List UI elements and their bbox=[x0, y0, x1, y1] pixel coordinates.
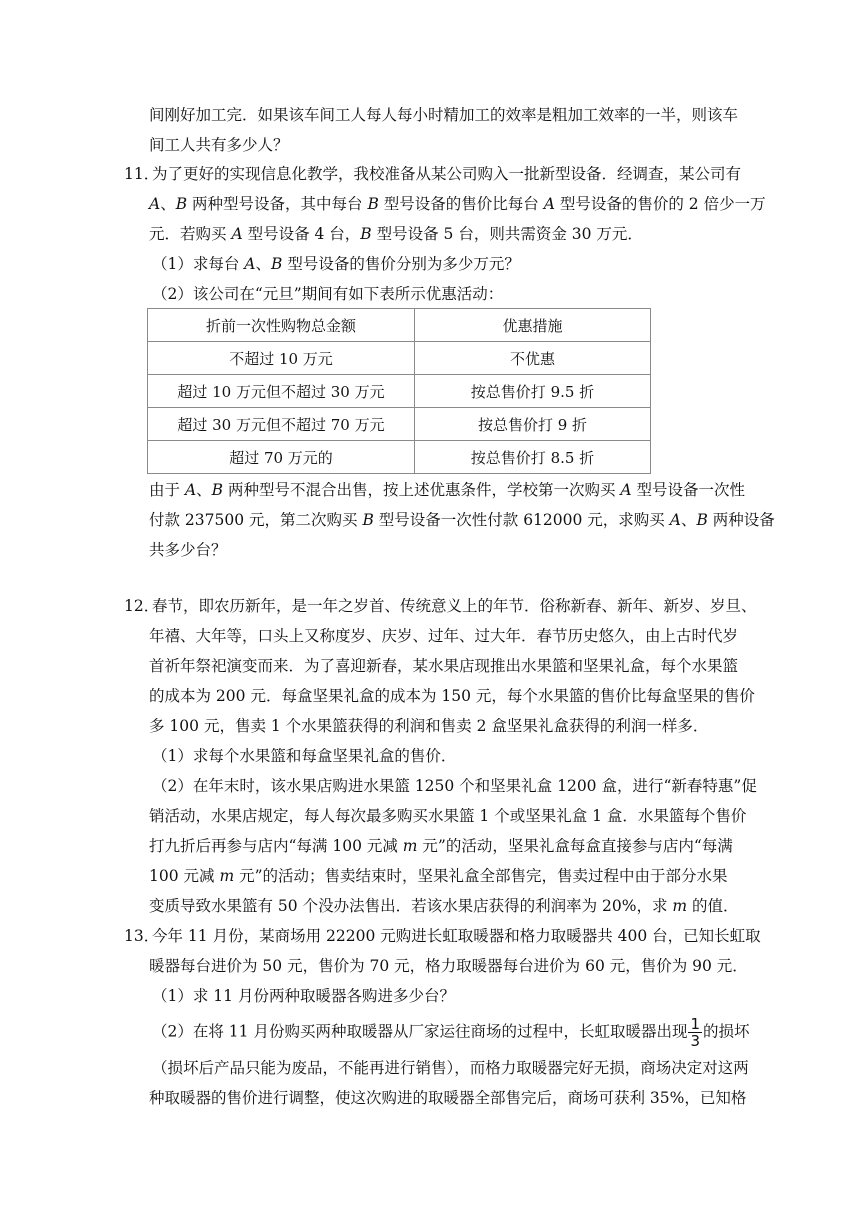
q12-part-2-line-5: 变质导致水果篮有 50 个没办法售出．若该水果店获得的利润率为 20%，求 m 的值． bbox=[149, 897, 739, 915]
table-row bbox=[148, 375, 651, 408]
one-third-fraction bbox=[688, 1016, 702, 1049]
table-row bbox=[148, 441, 651, 474]
q11-after-line-1: 由于 A、B 两种型号不混合出售，按上述优惠条件，学校第一次购买 A 型号设备一次性 bbox=[149, 481, 746, 499]
table-row bbox=[148, 342, 651, 375]
table-header-cell: 折前一次性购物总金额 bbox=[148, 309, 415, 342]
table-cell: 超过 10 万元但不超过 30 万元 bbox=[148, 375, 415, 408]
intro-line-1: 间刚好加工完．如果该车间工人每人每小时精加工的效率是粗加工效率的一半，则该车 bbox=[149, 106, 739, 124]
q12-part-2-line-3: 打九折后再参与店内“每满 100 元减 m 元”的活动，坚果礼盒每盒直接参与店内“每满 bbox=[149, 837, 733, 855]
q11-after-line-2: 付款 237500 元，第二次购买 B 型号设备一次性付款 612000 元，求购买 A、B 两种设备 bbox=[149, 511, 775, 529]
q12-line-2: 年禧、大年等，口头上又称度岁、庆岁、过年、过大年．春节历史悠久，由上古时代岁 bbox=[149, 627, 739, 645]
q13-number: 13． bbox=[124, 927, 160, 945]
fraction-denominator: 3 bbox=[690, 1032, 700, 1050]
table-cell: 超过 70 万元的 bbox=[148, 441, 415, 474]
table-cell: 按总售价打 9.5 折 bbox=[415, 375, 651, 408]
q13-part-2-line-1 bbox=[152, 1016, 750, 1049]
q11-line-1: 为了更好的实现信息化教学，我校准备从某公司购入一批新型设备．经调查，某公司有 bbox=[152, 165, 742, 183]
intro-line-2: 间工人共有多少人？ bbox=[149, 136, 289, 154]
q13-part-1: （1）求 11 月份两种取暖器各购进多少台？ bbox=[152, 987, 455, 1005]
q11-line-2: A、B 两种型号设备，其中每台 B 型号设备的售价比每台 A 型号设备的售价的 2 倍少一万 bbox=[149, 195, 766, 213]
table-row bbox=[148, 408, 651, 441]
q12-line-4: 的成本为 200 元．每盒坚果礼盒的成本为 150 元，每个水果篮的售价比每盒坚果的售价 bbox=[149, 687, 755, 705]
q12-line-5: 多 100 元，售卖 1 个水果篮获得的利润和售卖 2 盒坚果礼盒获得的利润一样多． bbox=[149, 717, 709, 735]
table-cell: 不超过 10 万元 bbox=[148, 342, 415, 375]
q13-part-2-line-2: （损坏后产品只能为废品，不能再进行销售），而格力取暖器完好无损，商场决定对这两 bbox=[152, 1059, 749, 1077]
table-cell: 不优惠 bbox=[415, 342, 651, 375]
table-cell: 按总售价打 8.5 折 bbox=[415, 441, 651, 474]
table-header-row bbox=[148, 309, 651, 342]
q13-part-2-text-after: 的损坏 bbox=[703, 1022, 750, 1041]
table-header-cell: 优惠措施 bbox=[415, 309, 651, 342]
q11-part-2: （2）该公司在“元旦”期间有如下表所示优惠活动： bbox=[152, 285, 504, 303]
q11-number: 11． bbox=[124, 165, 160, 183]
q12-line-3: 首祈年祭祀演变而来．为了喜迎新春，某水果店现推出水果篮和坚果礼盒，每个水果篮 bbox=[149, 657, 739, 675]
q12-line-1: 春节，即农历新年，是一年之岁首、传统意义上的年节．俗称新春、新年、新岁、岁旦、 bbox=[152, 597, 757, 615]
q13-line-2: 暖器每台进价为 50 元，售价为 70 元，格力取暖器每台进价为 60 元，售价为 90 元． bbox=[149, 957, 748, 975]
discount-table bbox=[147, 308, 651, 474]
q13-part-2-text-before: （2）在将 11 月份购买两种取暖器从厂家运往商场的过程中，长虹取暖器出现 bbox=[152, 1022, 688, 1041]
table-cell: 超过 30 万元但不超过 70 万元 bbox=[148, 408, 415, 441]
q12-part-1: （1）求每个水果篮和每盒坚果礼盒的售价． bbox=[152, 747, 457, 765]
q12-part-2-line-2: 销活动，水果店规定，每人每次最多购买水果篮 1 个或坚果礼盒 1 盒．水果篮每个售价 bbox=[149, 807, 747, 825]
q13-part-2-line-3: 种取暖器的售价进行调整，使这次购进的取暖器全部售完后，商场可获利 35%，已知格 bbox=[149, 1089, 747, 1107]
q11-line-3: 元．若购买 A 型号设备 4 台，B 型号设备 5 台，则共需资金 30 万元． bbox=[149, 225, 643, 243]
q11-part-1: （1）求每台 A、B 型号设备的售价分别为多少万元？ bbox=[152, 255, 520, 273]
table-cell: 按总售价打 9 折 bbox=[415, 408, 651, 441]
q13-line-1: 今年 11 月份，某商场用 22200 元购进长虹取暖器和格力取暖器共 400 台，已知长虹取 bbox=[152, 927, 761, 945]
fraction-numerator: 1 bbox=[690, 1015, 700, 1033]
q12-number: 12． bbox=[124, 597, 160, 615]
q11-after-line-3: 共多少台？ bbox=[149, 541, 227, 559]
q12-part-2-line-1: （2）在年末时，该水果店购进水果篮 1250 个和坚果礼盒 1200 盒，进行“新春特惠”促 bbox=[152, 777, 757, 795]
q12-part-2-line-4: 100 元减 m 元”的活动；售卖结束时，坚果礼盒全部售完，售卖过程中由于部分水果 bbox=[149, 867, 728, 885]
